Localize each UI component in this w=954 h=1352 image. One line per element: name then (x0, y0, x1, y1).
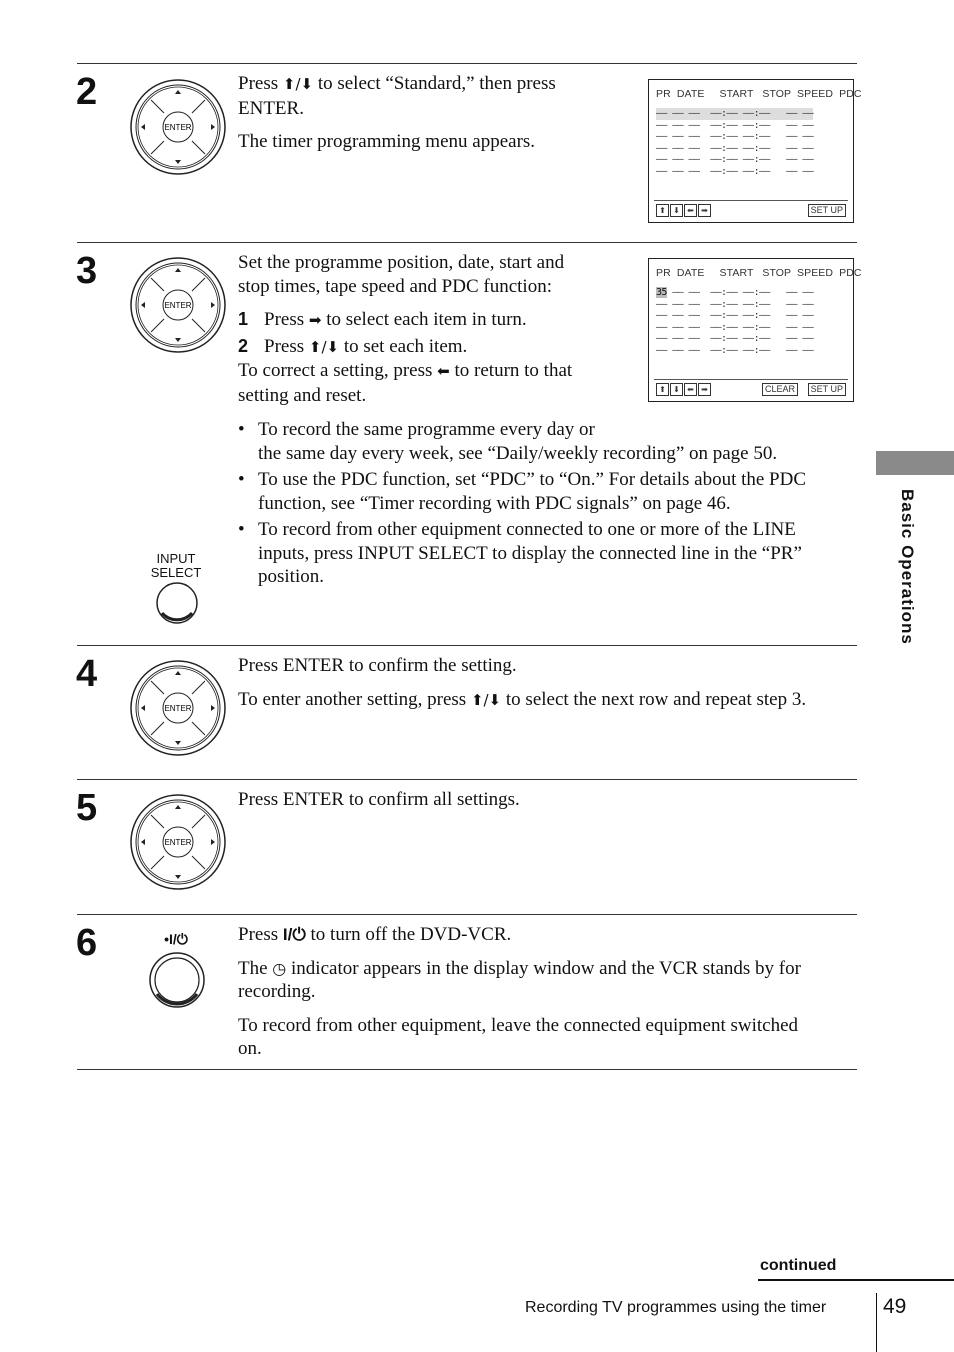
divider (77, 1069, 857, 1070)
text: stop times, tape speed and PDC function: (238, 275, 552, 297)
timer-row: –– –– –– ––:–– ––:–– –– –– (656, 154, 814, 166)
power-icon: I/⏻ (282, 925, 306, 944)
text: ENTER. (238, 97, 304, 119)
left-arrow-icon: ⬅ (437, 362, 450, 380)
enter-label: ENTER (164, 704, 192, 713)
text: on. (238, 1038, 262, 1059)
text: to set each item. (339, 335, 468, 357)
divider (77, 242, 857, 243)
timer-menu-screen (648, 258, 862, 402)
text: to select the next row and repeat step 3. (501, 688, 807, 710)
text: To record the same programme every day or (258, 419, 595, 440)
right-arrow-icon: ➡ (308, 311, 322, 329)
left-arrow-icon: ⬅ (684, 383, 697, 396)
text: To use the PDC function, set “PDC” to “On.” For details about the PDC (258, 469, 807, 490)
programme-position-highlight: 35 (656, 287, 667, 298)
remote-dpad-icon (129, 659, 227, 757)
text: To enter another setting, press (238, 688, 471, 710)
timer-row: –– –– –– ––:–– ––:–– –– –– (656, 165, 814, 177)
setup-label: SET UP (808, 383, 846, 396)
page-number: 49 (883, 1295, 907, 1318)
timer-menu-header: PR DATE START STOP SPEED PDC (656, 267, 862, 279)
down-arrow-icon: ⬇ (670, 383, 683, 396)
remote-dpad-icon (129, 78, 227, 176)
up-down-arrow-icon: ⬆/⬇ (308, 337, 340, 356)
text: function, see “Timer recording with PDC signals” on page 46. (258, 492, 731, 514)
bullet-mark: • (238, 419, 245, 440)
divider (77, 645, 857, 646)
up-arrow-icon: ⬆ (656, 383, 669, 396)
text: the same day every week, see “Daily/weekly recording” on page 50. (258, 442, 778, 464)
power-button-icon (147, 950, 207, 1010)
left-arrow-icon: ⬅ (684, 204, 697, 217)
up-arrow-icon: ⬆ (656, 204, 669, 217)
right-arrow-icon: ➡ (698, 204, 711, 217)
section-tab-bar (876, 451, 954, 475)
timer-row: –– –– –– ––:–– ––:–– –– –– (656, 142, 814, 154)
timer-row: –– –– –– ––:–– ––:–– –– –– (656, 344, 814, 356)
text: setting and reset. (238, 384, 367, 406)
right-arrow-icon: ➡ (698, 383, 711, 396)
down-arrow-icon: ⬇ (670, 204, 683, 217)
row-rest: –– –– ––:–– ––:–– –– –– (666, 287, 814, 298)
remote-dpad-icon (129, 793, 227, 891)
section-tab-label: Basic Operations (898, 489, 917, 645)
text: to turn off the DVD-VCR. (305, 924, 512, 945)
timer-row: –– –– –– ––:–– ––:–– –– –– (656, 108, 814, 119)
timer-row (656, 287, 813, 299)
remote-dpad-icon (129, 256, 227, 354)
timer-row: –– –– –– ––:–– ––:–– –– –– (656, 310, 814, 322)
timer-row: –– –– –– ––:–– ––:–– –– –– (656, 321, 814, 333)
enter-label: ENTER (164, 301, 192, 310)
step-3-bullets (238, 418, 854, 589)
text: Set the programme position, date, start and (238, 252, 565, 273)
timer-row: –– –– –– ––:–– ––:–– –– –– (656, 333, 814, 345)
power-button-label: •I/⏻ (164, 931, 188, 947)
setup-label: SET UP (808, 204, 846, 217)
text: SELECT (150, 565, 202, 580)
up-down-arrow-icon: ⬆/⬇ (282, 75, 314, 93)
text: inputs, press INPUT SELECT to display the connected line in the “PR” (258, 542, 802, 564)
text: Press (264, 309, 309, 330)
text: The (238, 957, 273, 979)
divider (77, 779, 857, 780)
text: position. (258, 566, 324, 587)
footer-divider (876, 1293, 877, 1352)
timer-row: –– –– –– ––:–– ––:–– –– –– (656, 131, 814, 143)
clear-label: CLEAR (762, 383, 798, 396)
substep-number: 2 (238, 335, 249, 356)
step-number: 5 (76, 787, 98, 829)
substep-number: 1 (238, 309, 249, 329)
step-6-text (238, 923, 854, 1061)
step-number: 4 (76, 653, 98, 695)
footer-section-title: Recording TV programmes using the timer (525, 1299, 827, 1316)
enter-label: ENTER (164, 123, 192, 132)
text: The timer programming menu appears. (238, 131, 536, 152)
step-4-text (238, 654, 854, 712)
text: To record from other equipment, leave the connected equipment switched (238, 1014, 799, 1036)
input-select-label (140, 552, 212, 580)
text: Press ENTER to confirm all settings. (238, 789, 520, 810)
text: Press (264, 335, 309, 357)
step-number: 2 (76, 71, 98, 113)
enter-label: ENTER (164, 838, 192, 847)
text: Press (238, 73, 283, 94)
step-5-text (238, 788, 854, 812)
up-down-arrow-icon: ⬆/⬇ (470, 690, 502, 709)
step-3-text (238, 251, 638, 407)
text: Press ENTER to confirm the setting. (238, 655, 517, 676)
text: to return to that (449, 360, 573, 381)
text: INPUT (156, 551, 196, 566)
timer-clock-icon: ◷ (272, 958, 287, 978)
text: to select “Standard,” then press (313, 73, 556, 94)
text: to select each item in turn. (321, 309, 527, 330)
text: To correct a setting, press (238, 360, 438, 381)
text: indicator appears in the display window and the VCR stands by for (286, 957, 801, 979)
text: To record from other equipment connected to one or more of the LINE (258, 519, 796, 540)
timer-menu-header: PR DATE START STOP SPEED PDC (656, 88, 862, 100)
input-select-button-icon (154, 580, 200, 626)
step-2-text (238, 72, 638, 154)
text: recording. (238, 981, 316, 1002)
continued-rule (758, 1279, 954, 1281)
timer-menu-screen (648, 79, 862, 223)
bullet-mark: • (238, 519, 245, 540)
divider (77, 914, 857, 915)
step-number: 6 (76, 922, 98, 964)
timer-row: –– –– –– ––:–– ––:–– –– –– (656, 298, 814, 310)
bullet-mark: • (238, 469, 245, 490)
text: Press (238, 924, 283, 945)
step-number: 3 (76, 250, 98, 292)
continued-label: continued (760, 1257, 837, 1274)
timer-row: –– –– –– ––:–– ––:–– –– –– (656, 119, 814, 131)
divider (77, 63, 857, 64)
